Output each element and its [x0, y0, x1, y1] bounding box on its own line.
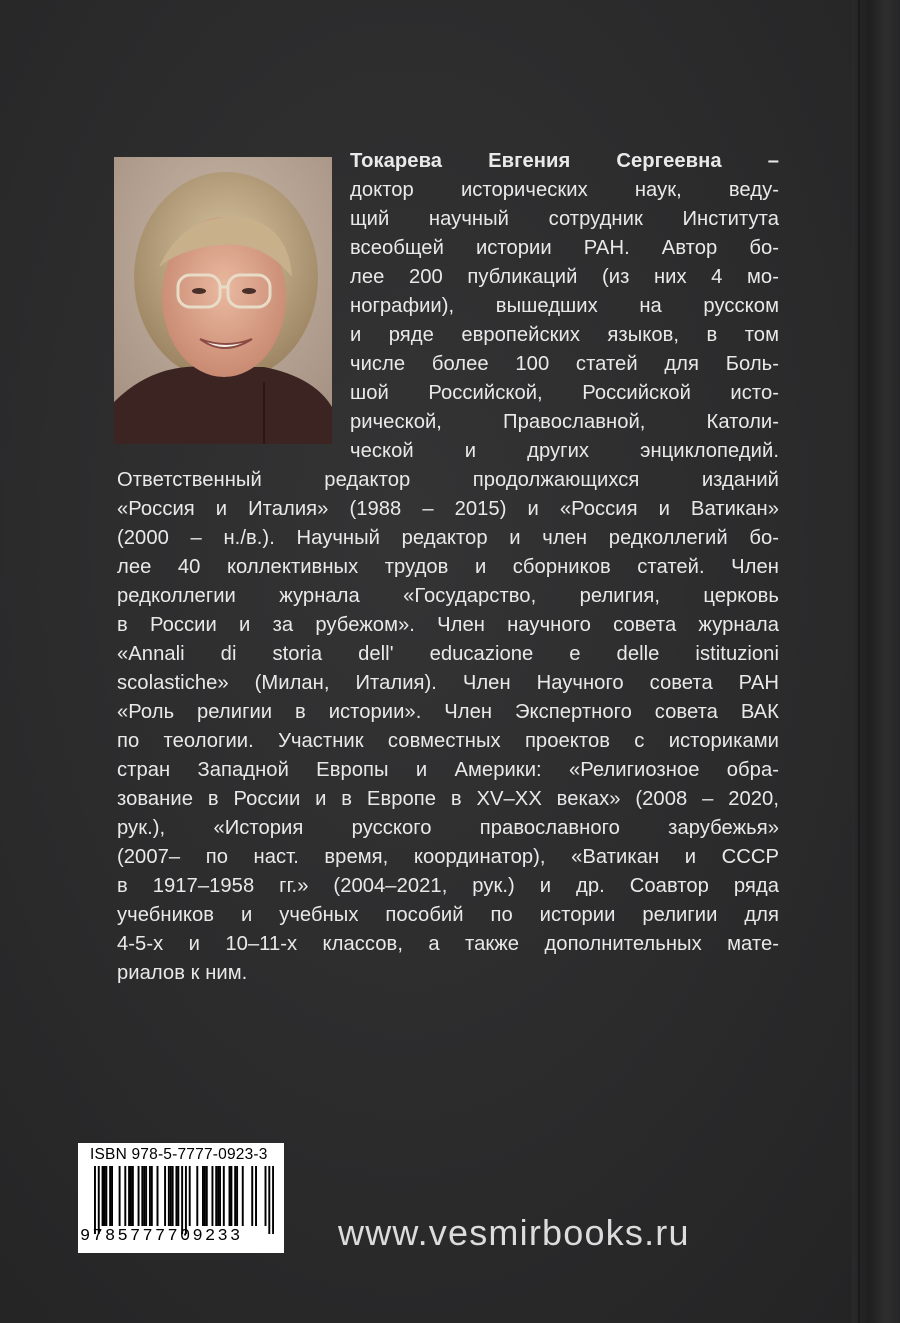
barcode-bar	[196, 1166, 198, 1226]
author-name: Токарева Евгения Сергеевна –	[350, 150, 779, 172]
barcode-bar	[242, 1166, 244, 1226]
barcode-bar	[185, 1166, 187, 1234]
barcode-bar	[230, 1166, 232, 1226]
barcode-bar	[132, 1166, 134, 1226]
bio-line: «Россия и Италия» (1988 – 2015) и «Россия и Ватикан»	[117, 498, 779, 520]
barcode-bar	[177, 1166, 179, 1226]
bio-line: (2007– по наст. время, координатор), «Ватикан и СССР	[117, 846, 779, 868]
bio-line: scolastiche» (Милан, Италия). Член Научного совета РАН	[117, 672, 779, 694]
author-bio	[117, 147, 779, 988]
barcode-bar	[172, 1166, 174, 1226]
bio-line: всеобщей истории РАН. Автор бо-	[350, 237, 779, 259]
barcode-bar	[251, 1166, 253, 1226]
bio-line: «Annali di storia dell' educazione e delle istituzioni	[117, 643, 779, 665]
barcode-bar	[255, 1166, 257, 1226]
barcode-bar	[151, 1166, 153, 1226]
barcode-bar	[175, 1166, 177, 1226]
barcode-bar	[149, 1166, 151, 1226]
bio-line: лее 40 коллективных трудов и сборников статей. Член	[117, 556, 779, 578]
barcode-bar	[206, 1166, 208, 1226]
barcode-bar	[98, 1166, 100, 1234]
barcode-bar	[211, 1166, 213, 1226]
bio-line: шой Российской, Российской исто-	[350, 382, 779, 404]
bio-line: учебников и учебных пособий по истории религии для	[117, 904, 779, 926]
barcode-bar	[215, 1166, 217, 1226]
barcode-bar	[189, 1166, 191, 1226]
barcode-bar	[229, 1166, 231, 1226]
bio-line: «Роль религии в истории». Член Экспертного совета ВАК	[117, 701, 779, 723]
spine-groove	[858, 0, 860, 1323]
barcode-bar	[219, 1166, 221, 1226]
bio-line: стран Западной Европы и Америки: «Религиозное обра-	[117, 759, 779, 781]
bio-line: в России и за рубежом». Член научного совета журнала	[117, 614, 779, 636]
barcode-bar	[103, 1166, 105, 1226]
bio-line: нографии), вышедших на русском	[350, 295, 779, 317]
bio-line: лее 200 публикаций (из них 4 мо-	[350, 266, 779, 288]
barcode-bar	[143, 1166, 145, 1226]
barcode-bar	[202, 1166, 204, 1226]
bio-line: ческой и других энциклопедий.	[350, 440, 779, 462]
isbn-label: ISBN 978-5-7777-0923-3	[90, 1146, 268, 1163]
bio-line: числе более 100 статей для Боль-	[350, 353, 779, 375]
barcode-bar	[128, 1166, 130, 1226]
barcode-bar	[138, 1166, 140, 1226]
barcode-bars	[94, 1166, 274, 1234]
publisher-website[interactable]: www.vesmirbooks.ru	[338, 1212, 690, 1253]
bio-line: щий научный сотрудник Института	[350, 208, 779, 230]
bio-line: зование в России и в Европе в XV–XX веках» (2008 – 2020,	[117, 788, 779, 810]
bio-line: и ряде европейских языков, в том	[350, 324, 779, 346]
barcode-bar	[236, 1166, 238, 1226]
barcode-bar	[145, 1166, 147, 1226]
barcode-bar	[164, 1166, 166, 1226]
bio-line: 4-5-х и 10–11-х классов, а также дополнительных мате-	[117, 933, 779, 955]
barcode-bar	[170, 1166, 172, 1226]
barcode-bar	[105, 1166, 107, 1226]
bio-line: рической, Православной, Католи-	[350, 411, 779, 433]
bio-line: по теологии. Участник совместных проектов с историками	[117, 730, 779, 752]
barcode-bar	[130, 1166, 132, 1226]
barcode-bar	[157, 1166, 159, 1226]
barcode-bar	[272, 1166, 274, 1234]
bio-line: рук.), «История русского православного зарубежья»	[117, 817, 779, 839]
barcode-bar	[141, 1166, 143, 1226]
barcode-bar	[268, 1166, 270, 1234]
barcode-bar	[119, 1166, 121, 1226]
barcode-bar	[265, 1166, 267, 1226]
barcode-bar	[111, 1166, 113, 1226]
bio-line: в 1917–1958 гг.» (2004–2021, рук.) и др. Соавтор ряда	[117, 875, 779, 897]
barcode-bar	[223, 1166, 225, 1226]
isbn-barcode	[78, 1143, 284, 1253]
ean-digits: 9785777709233	[80, 1227, 243, 1246]
bio-line: (2000 – н./в.). Научный редактор и член редколлегий бо-	[117, 527, 779, 549]
bio-line-author-name	[117, 147, 779, 176]
barcode-bar	[204, 1166, 206, 1226]
barcode-bar	[217, 1166, 219, 1226]
barcode-bar	[124, 1166, 126, 1226]
bio-line: редколлегии журнала «Государство, религия, церковь	[117, 585, 779, 607]
barcode-bar	[234, 1166, 236, 1226]
barcode-bar	[94, 1166, 96, 1234]
barcode-bar	[102, 1166, 104, 1226]
barcode-bar	[168, 1166, 170, 1226]
bio-line: доктор исторических наук, веду-	[350, 179, 779, 201]
barcode-bar	[109, 1166, 111, 1226]
bio-line: риалов к ним.	[117, 962, 248, 984]
barcode-bar	[181, 1166, 183, 1234]
bio-line: Ответственный редактор продолжающихся изданий	[117, 469, 779, 491]
